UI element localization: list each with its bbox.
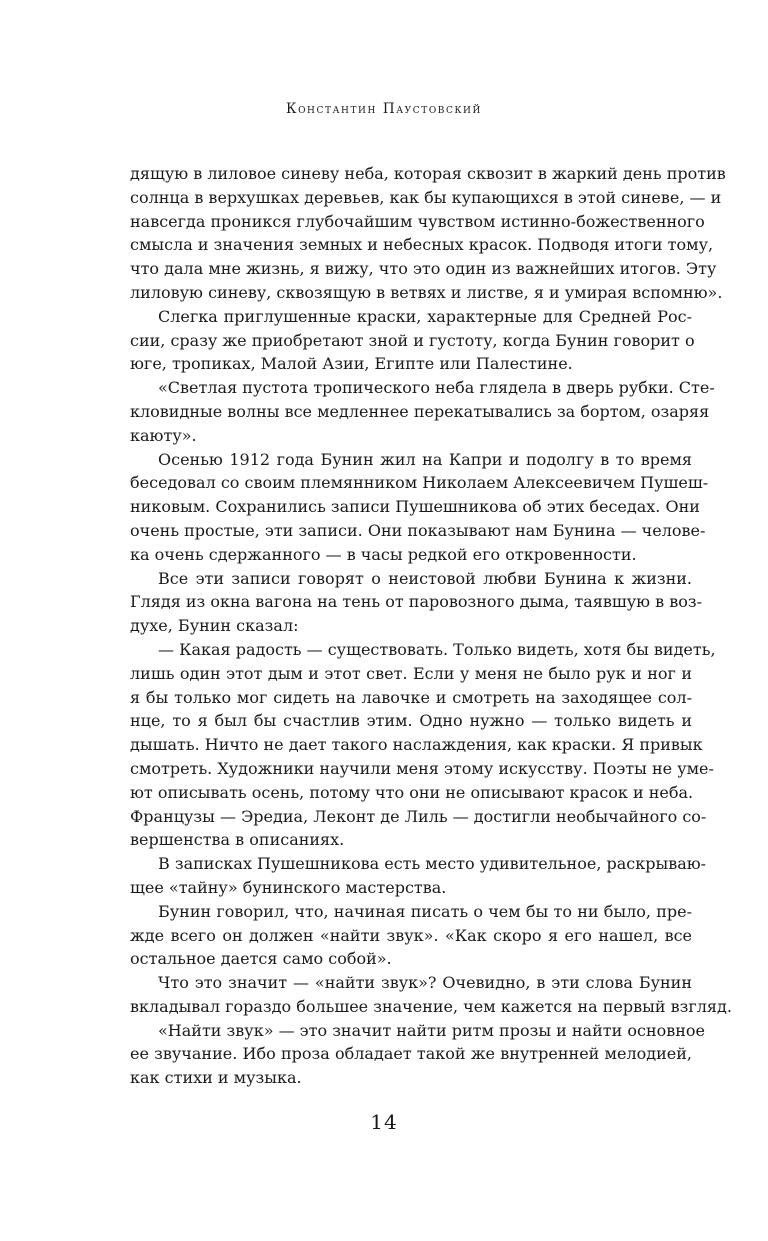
text-line: ка очень сдержанного — в часы редкой его откровенности.	[130, 544, 637, 564]
page-number: 14	[370, 1110, 398, 1134]
text-line: Слегка приглушенные краски, характерные для Средней Рос-	[158, 306, 692, 326]
running-header: Константин Паустовский	[286, 101, 482, 117]
text-line: вкладывал гораздо большее значение, чем кажется на первый взгляд.	[130, 996, 732, 1016]
text-line: ют описывать осень, потому что они не описывают красок и неба.	[130, 782, 694, 802]
text-line: смысла и значения земных и небесных красок. Подводя итоги тому,	[130, 235, 714, 255]
text-line: каюту».	[130, 425, 197, 445]
text-line: — Какая радость — существовать. Только видеть, хотя бы видеть,	[158, 639, 716, 659]
text-line: щее «тайну» бунинского мастерства.	[130, 877, 447, 897]
text-line: дящую в лиловое синеву неба, которая сквозит в жаркий день против	[130, 164, 726, 183]
text-line: кловидные волны все медленнее перекатывались за бортом, озаряя	[130, 401, 710, 421]
text-line: Бунин говорил, что, начиная писать о чем бы то ни было, пре-	[158, 901, 692, 921]
text-line: я бы только мог сидеть на лавочке и смотреть на заходящее сол-	[130, 687, 692, 707]
text-line: юге, тропиках, Малой Азии, Египте или Палестине.	[130, 354, 573, 374]
text-line: В записках Пушешникова есть место удивительное, раскрываю-	[158, 854, 707, 874]
text-line: смотреть. Художники научили меня этому искусству. Поэты не уме-	[130, 758, 714, 778]
text-line: как стихи и музыка.	[130, 1068, 302, 1088]
text-line: навсегда проникся глубочайшим чувством истинно-божественного	[130, 211, 705, 231]
text-line: Все эти записи говорят о неистовой любви Бунина к жизни.	[158, 568, 692, 588]
text-line: «Светлая пустота тропического неба глядела в дверь рубки. Сте-	[158, 378, 715, 398]
text-line: лишь один этот дым и этот свет. Если у меня не было рук и ног и	[130, 663, 692, 683]
body-text	[130, 162, 732, 1090]
text-line: остальное дается само собой».	[130, 949, 392, 969]
text-line: лиловую синеву, сквозящую в ветвях и листве, я и умирая вспомню».	[130, 282, 723, 302]
text-line: очень простые, эти записи. Они показывают нам Бунина — челове-	[130, 520, 706, 540]
text-line: Французы — Эредиа, Леконт де Лиль — достигли необычайного со-	[130, 806, 707, 826]
text-line: Что это значит — «найти звук»? Очевидно, в эти слова Бунин	[158, 973, 692, 993]
text-line: беседовал со своим племянником Николаем Алексеевичем Пушеш-	[130, 473, 709, 493]
text-line: Осенью 1912 года Бунин жил на Капри и подолгу в то время	[158, 449, 692, 469]
text-line: Глядя из окна вагона на тень от паровозного дыма, таявшую в воз-	[130, 592, 703, 612]
text-line: сии, сразу же приобретают зной и густоту, когда Бунин говорит о	[130, 330, 695, 350]
text-line: никовым. Сохранились записи Пушешникова об этих беседах. Они	[130, 497, 700, 517]
text-line: ее звучание. Ибо проза обладает такой же внутренней мелодией,	[130, 1044, 692, 1064]
text-line: вершенства в описаниях.	[130, 830, 345, 850]
text-line: духе, Бунин сказал:	[130, 616, 299, 636]
text-line: дышать. Ничто не дает такого наслаждения, как краски. Я привык	[130, 735, 703, 755]
text-line: нце, то я был бы счастлив этим. Одно нужно — только видеть и	[130, 711, 692, 731]
text-line: «Найти звук» — это значит найти ритм прозы и найти основное	[158, 1020, 706, 1040]
text-line: что дала мне жизнь, я вижу, что это один из важнейших итогов. Эту	[130, 259, 717, 279]
text-line: солнца в верхушках деревьев, как бы купающихся в этой синеве, — и	[130, 187, 722, 207]
text-line: жде всего он должен «найти звук». «Как скоро я его нашел, все	[130, 925, 692, 945]
